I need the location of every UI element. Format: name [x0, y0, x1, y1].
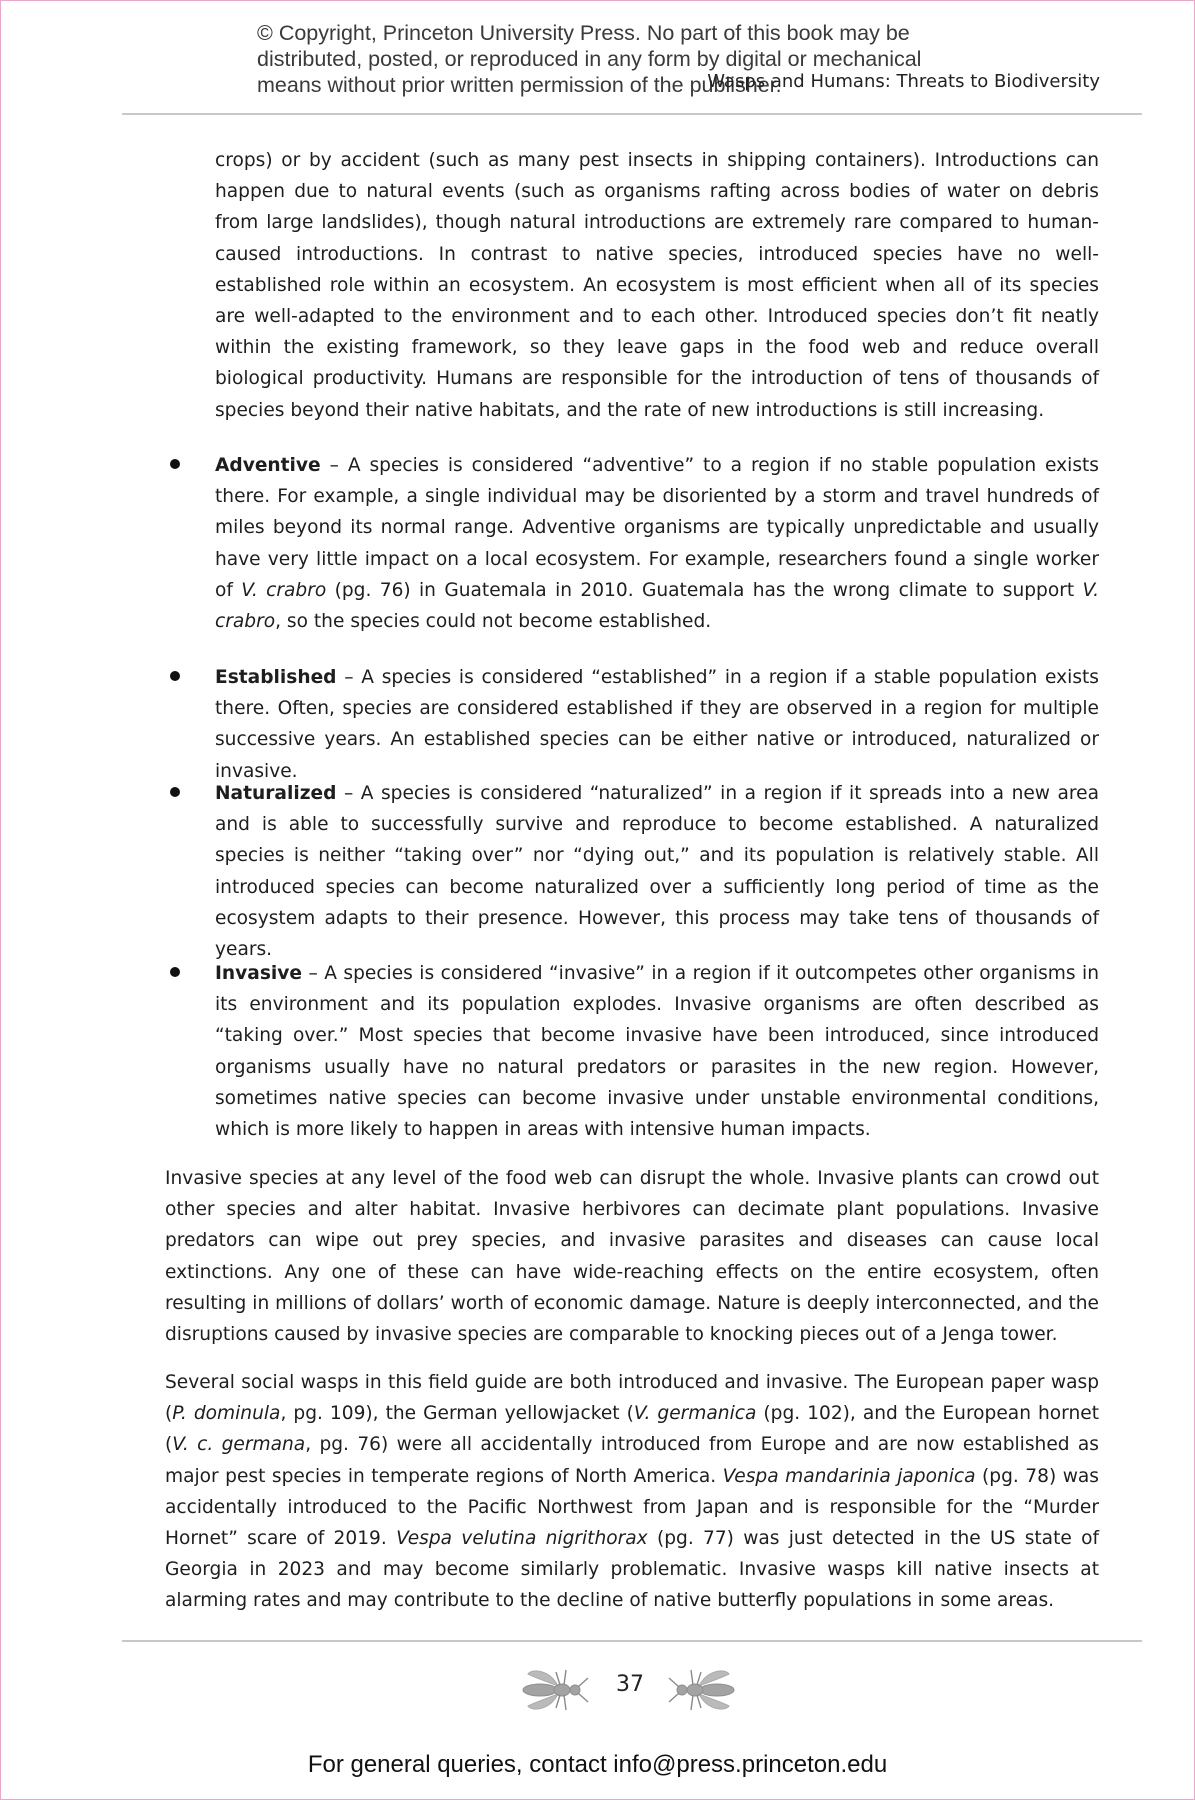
- bullet-dot: [170, 671, 180, 681]
- footer-rule: [122, 1640, 1142, 1642]
- paragraph-text: , pg. 109), the German yellowjacket (: [280, 1403, 634, 1425]
- header-rule: [122, 113, 1142, 115]
- bullet-invasive: [215, 958, 1099, 1145]
- paragraph-text: (pg. 77) was just detected in the US state of Georgia in 2023 and may become similarly problematic. Invasive wasps kill native insects at alarming rates and may contribute to the decline of native butterfly populations in some areas.: [165, 1528, 1099, 1612]
- species-name: Vespa velutina nigrithorax: [396, 1528, 648, 1550]
- paragraph-invasive-wasps: [165, 1367, 1099, 1617]
- wasp-icon: [520, 1664, 592, 1716]
- bullet-dot: [170, 967, 180, 977]
- species-name: V. c. germana: [172, 1434, 306, 1456]
- running-head: Wasps and Humans: Threats to Biodiversity: [707, 71, 1100, 92]
- definition-text: , so the species could not become established.: [275, 611, 712, 633]
- species-name: P. dominula: [172, 1403, 281, 1425]
- bullet-dot: [170, 459, 180, 469]
- species-name: Vespa mandarinia japonica: [722, 1465, 976, 1487]
- definition-text: – A species is considered “naturalized” in a region if it spreads into a new area and is able to successfully survive and reproduce to become established. A naturalized species is neither “taking over” nor “dying out,” and its population is relatively stable. All introduced species can become naturalized over a sufficiently long period of time as the ecosystem adapts to their presence. However, this process may take tens of thousands of years.: [215, 783, 1099, 961]
- term-established: Established: [215, 667, 337, 688]
- contact-footer: For general queries, contact info@press.princeton.edu: [307, 1751, 888, 1778]
- wasp-icon: [665, 1664, 737, 1716]
- bullet-naturalized: [215, 778, 1099, 965]
- bullet-dot: [170, 787, 180, 797]
- definition-text: – A species is considered “invasive” in a region if it outcompetes other organisms in its environment and its population explodes. Invasive organisms are often described as “taking over.” Most species that become invasive have been introduced, since introduced organisms usually have no natural predators or parasites in the new region. However, sometimes native species can become invasive under unstable environmental conditions, which is more likely to happen in areas with intensive human impacts.: [215, 963, 1099, 1141]
- bullet-adventive: [215, 450, 1099, 637]
- copyright-line-2: distributed, posted, or reproduced in any form by digital or mechanical: [257, 47, 922, 71]
- definition-text: – A species is considered “adventive” to a region if no stable population exists there. For example, a single individual may be disoriented by a storm and travel hundreds of miles beyond its normal range. Adventive organisms are typically unpredictable and usually have very little impact on a local ecosystem. For example, researchers found a single worker of: [215, 455, 1099, 601]
- intro-continuation: crops) or by accident (such as many pest insects in shipping containers). Introductions can happen due to natural events (such as organisms rafting across bodies of water on debris from large landslides), though natural introductions are extremely rare compared to human-caused introductions. In contrast to native species, introduced species have no well-established role within an ecosystem. An ecosystem is most efficient when all of its species are well-adapted to the environment and to each other. Introduced species don’t fit neatly within the existing framework, so they leave gaps in the food web and reduce overall biological productivity. Humans are responsible for the introduction of tens of thousands of species beyond their native habitats, and the rate of new introductions is still increasing.: [215, 150, 1099, 421]
- paragraph-text: , pg. 76) were all accidentally introduced from Europe and are now established as major pest species in temperate regions of North America.: [165, 1434, 1099, 1487]
- copyright-line-3: means without prior written permission of the publisher.: [257, 73, 782, 97]
- definition-text: (pg. 76) in Guatemala in 2010. Guatemala has the wrong climate to support: [326, 579, 1083, 601]
- paragraph-food-web: Invasive species at any level of the food web can disrupt the whole. Invasive plants can crowd out other species and alter habitat. Invasive herbivores can decimate plant populations. Invasive predators can wipe out prey species, and invasive parasites and diseases can cause local extinctions. Any one of these can have wide-reaching effects on the entire ecosystem, often resulting in millions of dollars’ worth of economic damage. Nature is deeply interconnected, and the disruptions caused by invasive species are comparable to knocking pieces out of a Jenga tower.: [165, 1168, 1099, 1346]
- paragraph-text: (pg. 102), and the European hornet (: [165, 1403, 1099, 1456]
- term-invasive: Invasive: [215, 963, 302, 984]
- copyright-line-1: © Copyright, Princeton University Press. No part of this book may be: [257, 21, 910, 45]
- species-name: V. crabro: [241, 579, 327, 601]
- definition-text: – A species is considered “established” in a region if a stable population exists there. Often, species are considered established if they are observed in a region for multiple successive years. An established species can be either native or introduced, naturalized or invasive.: [215, 667, 1099, 782]
- page-number: 37: [616, 1672, 644, 1697]
- paragraph-text: (pg. 78) was accidentally introduced to the Pacific Northwest from Japan and is responsible for the “Murder Hornet” scare of 2019.: [165, 1465, 1099, 1550]
- species-name: V. crabro: [215, 579, 1099, 633]
- species-name: V. germanica: [633, 1403, 757, 1425]
- paragraph-text: Several social wasps in this field guide are both introduced and invasive. The European paper wasp (: [165, 1372, 1099, 1425]
- page-folio: [500, 1660, 760, 1720]
- bullet-established: [215, 662, 1099, 787]
- term-naturalized: Naturalized: [215, 783, 337, 804]
- term-adventive: Adventive: [215, 455, 321, 476]
